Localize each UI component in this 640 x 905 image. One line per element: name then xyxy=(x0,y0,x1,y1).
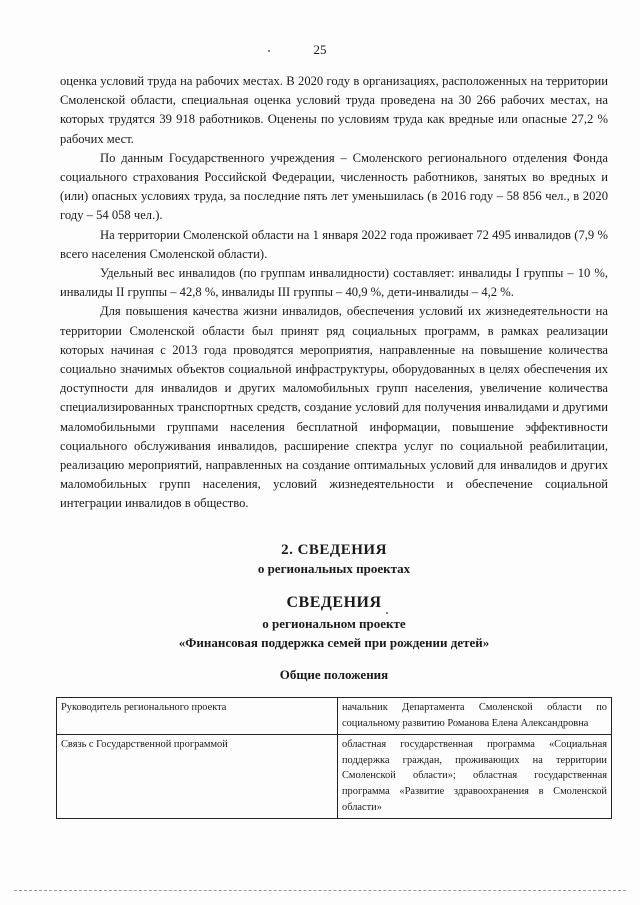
table-cell-value: начальник Департамента Смоленской области по социальному развитию Романова Елена Александровна xyxy=(338,698,612,735)
section-subtitle: о региональных проектах xyxy=(257,561,411,576)
table-cell-label: Руководитель регионального проекта xyxy=(57,698,338,735)
scan-edge-line xyxy=(14,890,626,891)
table-row xyxy=(57,735,612,819)
project-name: «Финансовая поддержка семей при рождении детей» xyxy=(178,635,490,650)
paragraph: Удельный вес инвалидов (по группам инвалидности) составляет: инвалиды I группы – 10 %, инвалиды II группы – 42,8 %, инвалиды III группы – 40,9 %, дети-инвалиды – 4,2 %. xyxy=(60,266,608,300)
scan-speck xyxy=(386,612,388,614)
paragraph: оценка условий труда на рабочих местах. В 2020 году в организациях, расположенных на территории Смоленской области, специальная оценка условий труда проведена на 30 266 рабочих местах, на которых трудятся 39 918 работников. Оценены по условиям труда как вредные или опасные 27,2 % рабочих мест. xyxy=(60,74,608,146)
table-row xyxy=(57,698,612,735)
paragraph: На территории Смоленской области на 1 января 2022 года проживает 72 495 инвалидов (7,9 % всего населения Смоленской области). xyxy=(60,227,608,261)
scan-speck xyxy=(268,50,270,52)
section-title: 2. СВЕДЕНИЯ xyxy=(281,542,387,558)
project-heading xyxy=(60,592,608,652)
section-heading xyxy=(60,540,608,578)
body-text xyxy=(60,72,608,514)
page-number: 25 xyxy=(313,42,327,57)
project-subtitle: о региональном проекте xyxy=(262,616,406,631)
general-provisions-heading: Общие положения xyxy=(279,667,389,682)
paragraph: Для повышения качества жизни инвалидов, обеспечения условий их жизнедеятельности на территории Смоленской области был принят ряд социальных программ, в рамках реализации которых начиная с 2013 года проводятся мероприятия, направленные на повышение количества социально значимых объектов социальной инфраструктуры, оборудованных в целях обеспечения их доступности для инвалидов и других маломобильных групп населения, увеличение количества специализированных транспортных средств, создание условий для получения инвалидами и другими маломобильными группами населения бесплатной информации, повышение эффективности социального обслуживания инвалидов, расширение спектра услуг по социальной реабилитации, реализацию мероприятий, направленных на создание оптимальных условий для инвалидов и других маломобильных групп населения, условий жизнедеятельности и обеспечение социальной интеграции инвалидов в общество. xyxy=(60,304,608,511)
paragraph: По данным Государственного учреждения – Смоленского регионального отделения Фонда социального страхования Российской Федерации, численность работников, занятых во вредных и (или) опасных условиях труда, за последние пять лет уменьшилась (в 2016 году – 58 856 чел., в 2020 году – 54 058 чел.). xyxy=(60,150,608,223)
general-provisions-table xyxy=(56,697,612,819)
table-cell-label: Связь с Государственной программой xyxy=(57,735,338,819)
project-title: СВЕДЕНИЯ xyxy=(286,594,382,611)
table-cell-value: областная государственная программа «Социальная поддержка граждан, проживающих на территории Смоленской области»; областная государственная программа «Развитие здравоохранения в Смоленской области» xyxy=(338,735,612,819)
